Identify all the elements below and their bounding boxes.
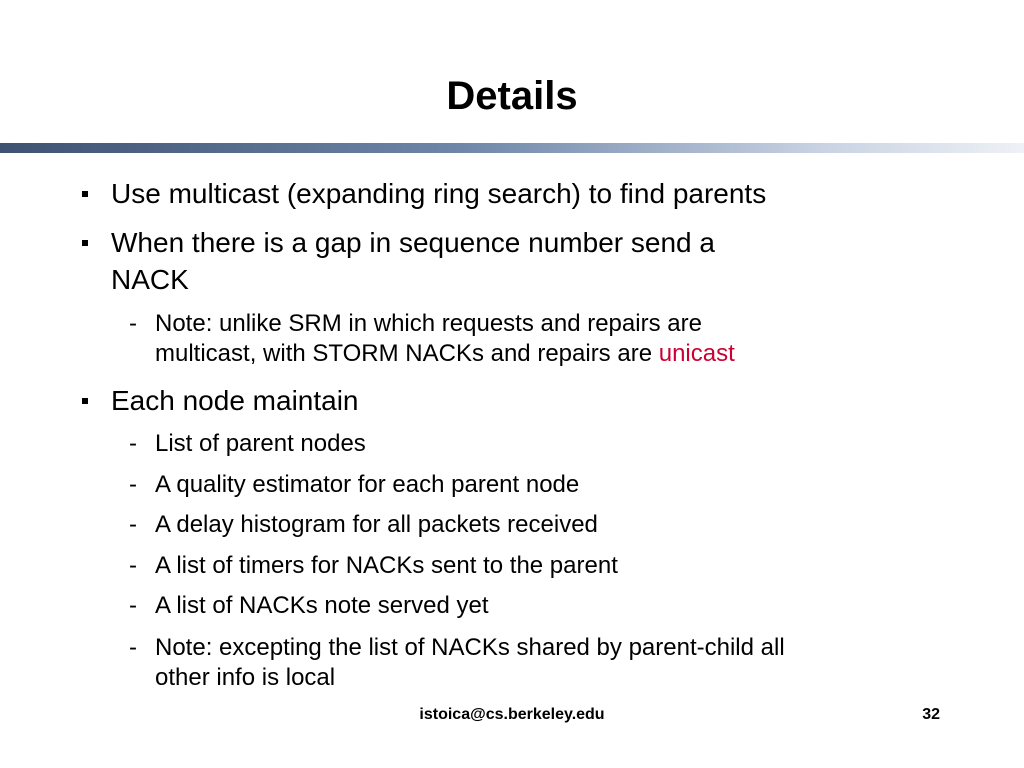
bullet-text: Use multicast (expanding ring search) to find parents — [111, 178, 767, 209]
square-bullet-icon — [82, 240, 88, 246]
dash-bullet-icon: - — [129, 552, 137, 579]
sub-bullet-text: A list of timers for NACKs sent to the parent — [155, 552, 618, 579]
dash-bullet-icon: - — [129, 634, 137, 661]
dash-bullet-icon: - — [129, 592, 137, 619]
dash-bullet-icon: - — [129, 471, 137, 498]
sub-bullet-text-line: Note: excepting the list of NACKs shared by parent-child all — [155, 634, 785, 661]
sub-bullet-text: A quality estimator for each parent node — [155, 471, 580, 498]
bullet-text-line: NACK — [111, 264, 189, 295]
bullet-text: Each node maintain — [111, 385, 359, 416]
highlighted-word: unicast — [658, 340, 735, 367]
footer-email: istoica@cs.berkeley.edu — [419, 706, 605, 723]
slide-title: Details — [446, 74, 578, 118]
sub-bullet-text: A list of NACKs note served yet — [155, 592, 489, 619]
dash-bullet-icon: - — [129, 310, 137, 337]
sub-bullet-text-line: Note: unlike SRM in which requests and repairs are — [155, 310, 702, 337]
sub-bullet-text: multicast, with STORM NACKs and repairs are — [155, 340, 659, 367]
sub-bullet-text-line: other info is local — [155, 664, 336, 691]
bullet-text-line: When there is a gap in sequence number send a — [111, 227, 715, 258]
square-bullet-icon — [82, 398, 88, 404]
sub-bullet-text: List of parent nodes — [155, 430, 366, 457]
dash-bullet-icon: - — [129, 430, 137, 457]
square-bullet-icon — [82, 191, 88, 197]
page-number: 32 — [922, 706, 940, 723]
sub-bullet-text-line — [155, 339, 915, 369]
dash-bullet-icon: - — [129, 511, 137, 538]
sub-bullet-text: A delay histogram for all packets received — [155, 511, 598, 538]
